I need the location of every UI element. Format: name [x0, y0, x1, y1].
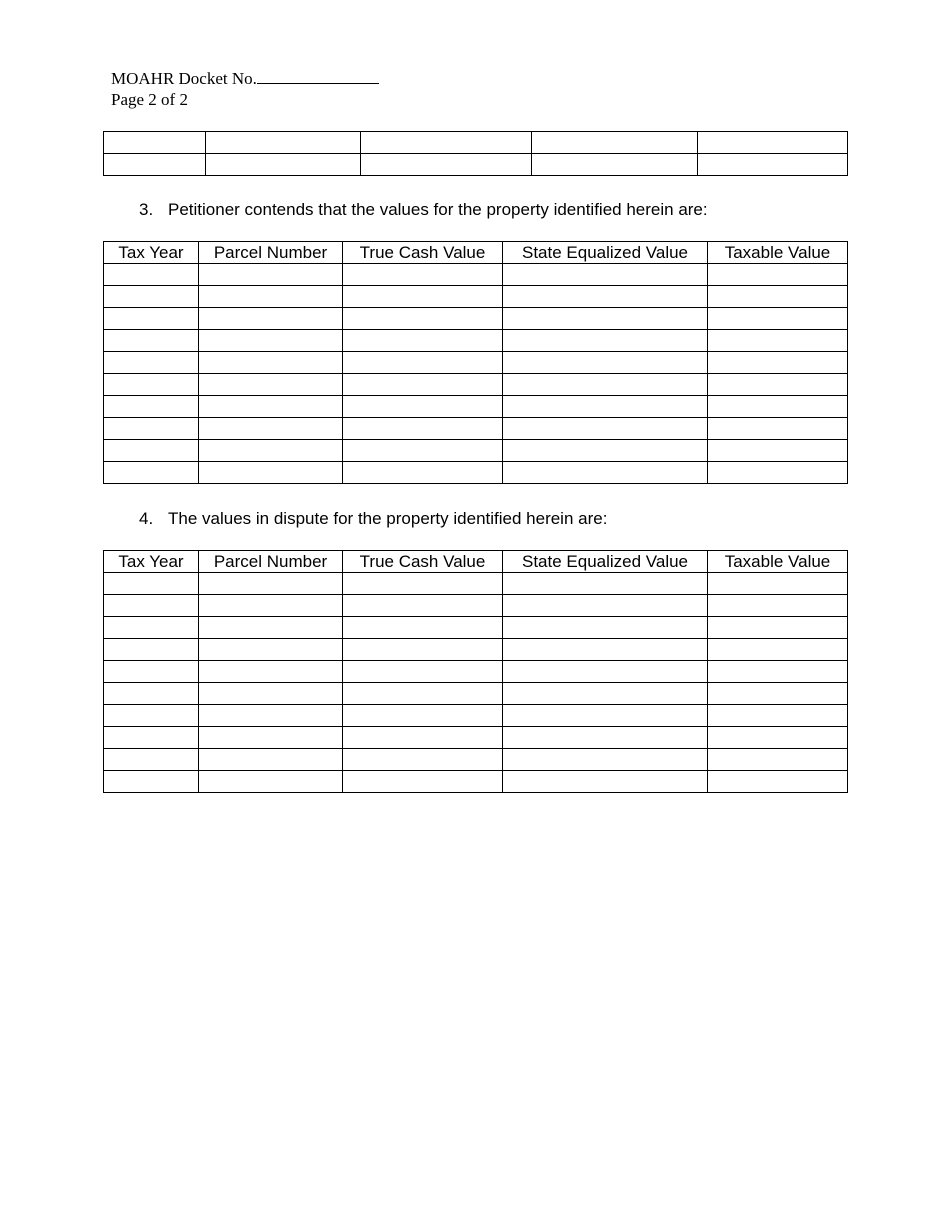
- table-cell-blank[interactable]: [343, 771, 503, 793]
- column-header-state-equalized-value: State Equalized Value: [503, 551, 708, 573]
- table-row: [104, 595, 848, 617]
- table-cell-blank[interactable]: [199, 286, 343, 308]
- docket-number-blank[interactable]: [257, 68, 379, 84]
- table-cell-blank[interactable]: [104, 661, 199, 683]
- column-header-true-cash-value: True Cash Value: [343, 242, 503, 264]
- table-cell-blank[interactable]: [708, 352, 848, 374]
- table-cell-blank[interactable]: [708, 639, 848, 661]
- column-header-parcel-number: Parcel Number: [199, 551, 343, 573]
- table-cell-blank[interactable]: [503, 573, 708, 595]
- column-header-state-equalized-value: State Equalized Value: [503, 242, 708, 264]
- table-cell-blank[interactable]: [708, 595, 848, 617]
- table-cell-blank[interactable]: [708, 396, 848, 418]
- table-row: [104, 573, 848, 595]
- table-cell-blank[interactable]: [708, 374, 848, 396]
- table-row: [104, 132, 848, 154]
- table-cell-blank[interactable]: [199, 661, 343, 683]
- table-cell-blank[interactable]: [343, 705, 503, 727]
- table-cell-blank[interactable]: [503, 727, 708, 749]
- table-cell-blank[interactable]: [708, 661, 848, 683]
- table-cell-blank[interactable]: [503, 418, 708, 440]
- table-cell-blank[interactable]: [708, 771, 848, 793]
- table-cell-blank[interactable]: [104, 352, 199, 374]
- table-cell-blank[interactable]: [104, 374, 199, 396]
- table-row: [104, 352, 848, 374]
- table-cell-blank[interactable]: [343, 374, 503, 396]
- table-cell-blank[interactable]: [503, 352, 708, 374]
- table-row: [104, 418, 848, 440]
- table-cell-blank[interactable]: [104, 154, 206, 176]
- table-cell-blank[interactable]: [503, 286, 708, 308]
- table-cell-blank[interactable]: [503, 308, 708, 330]
- table-cell-blank[interactable]: [361, 154, 532, 176]
- table-cell-blank[interactable]: [343, 418, 503, 440]
- table-cell-blank[interactable]: [104, 418, 199, 440]
- table-cell-blank[interactable]: [343, 396, 503, 418]
- table-row: [104, 705, 848, 727]
- table-cell-blank[interactable]: [343, 264, 503, 286]
- table-cell-blank[interactable]: [104, 462, 199, 484]
- table-cell-blank[interactable]: [104, 286, 199, 308]
- table-row: [104, 661, 848, 683]
- table-row: [104, 462, 848, 484]
- table-cell-blank[interactable]: [708, 573, 848, 595]
- column-header-parcel-number: Parcel Number: [199, 242, 343, 264]
- table-cell-blank[interactable]: [503, 440, 708, 462]
- column-header-tax-year: Tax Year: [104, 551, 199, 573]
- table-cell-blank[interactable]: [104, 639, 199, 661]
- table-cell-blank[interactable]: [104, 749, 199, 771]
- table-cell-blank[interactable]: [708, 418, 848, 440]
- item-3-text: Petitioner contends that the values for the property identified herein are:: [168, 200, 708, 219]
- table-cell-blank[interactable]: [708, 617, 848, 639]
- table-row: [104, 396, 848, 418]
- item-4-text: The values in dispute for the property identified herein are:: [168, 509, 608, 528]
- table-cell-blank[interactable]: [343, 595, 503, 617]
- table-cell-blank[interactable]: [343, 352, 503, 374]
- table-cell-blank[interactable]: [199, 264, 343, 286]
- table-cell-blank[interactable]: [199, 683, 343, 705]
- table-cell-blank[interactable]: [708, 440, 848, 462]
- table-cell-blank[interactable]: [343, 617, 503, 639]
- table-cell-blank[interactable]: [104, 727, 199, 749]
- table-cell-blank[interactable]: [532, 132, 698, 154]
- table-row: [104, 308, 848, 330]
- table-cell-blank[interactable]: [503, 639, 708, 661]
- table-cell-blank[interactable]: [199, 727, 343, 749]
- table-row: [104, 154, 848, 176]
- table-cell-blank[interactable]: [199, 330, 343, 352]
- table-cell-blank[interactable]: [104, 595, 199, 617]
- table-cell-blank[interactable]: [503, 705, 708, 727]
- table-cell-blank[interactable]: [206, 132, 361, 154]
- table-cell-blank[interactable]: [343, 727, 503, 749]
- table-cell-blank[interactable]: [503, 330, 708, 352]
- table-cell-blank[interactable]: [503, 617, 708, 639]
- table-cell-blank[interactable]: [104, 264, 199, 286]
- table-cell-blank[interactable]: [503, 374, 708, 396]
- table-cell-blank[interactable]: [503, 396, 708, 418]
- table-row: [104, 749, 848, 771]
- table-cell-blank[interactable]: [698, 154, 848, 176]
- table-cell-blank[interactable]: [104, 573, 199, 595]
- table-cell-blank[interactable]: [503, 749, 708, 771]
- table-cell-blank[interactable]: [199, 595, 343, 617]
- page-header: [111, 68, 379, 110]
- table-cell-blank[interactable]: [104, 396, 199, 418]
- continued-table: [103, 131, 848, 176]
- table-cell-blank[interactable]: [104, 440, 199, 462]
- table-header-row: [104, 242, 848, 264]
- table-cell-blank[interactable]: [708, 330, 848, 352]
- table-cell-blank[interactable]: [343, 749, 503, 771]
- table-row: [104, 330, 848, 352]
- table-cell-blank[interactable]: [343, 683, 503, 705]
- column-header-taxable-value: Taxable Value: [708, 551, 848, 573]
- table-cell-blank[interactable]: [708, 727, 848, 749]
- table-cell-blank[interactable]: [343, 286, 503, 308]
- disputed-values-table: [103, 550, 848, 793]
- table-cell-blank[interactable]: [104, 683, 199, 705]
- table-cell-blank[interactable]: [708, 264, 848, 286]
- table-cell-blank[interactable]: [199, 308, 343, 330]
- docket-number-line: [111, 68, 379, 89]
- item-4-statement: [139, 509, 607, 529]
- table-cell-blank[interactable]: [343, 639, 503, 661]
- table-cell-blank[interactable]: [104, 771, 199, 793]
- table-cell-blank[interactable]: [206, 154, 361, 176]
- column-header-true-cash-value: True Cash Value: [343, 551, 503, 573]
- table-header-row: [104, 551, 848, 573]
- item-3-statement: [139, 200, 708, 220]
- table-cell-blank[interactable]: [199, 771, 343, 793]
- table-cell-blank[interactable]: [343, 661, 503, 683]
- table-cell-blank[interactable]: [343, 573, 503, 595]
- table-row: [104, 727, 848, 749]
- column-header-taxable-value: Taxable Value: [708, 242, 848, 264]
- table-cell-blank[interactable]: [343, 308, 503, 330]
- table-cell-blank[interactable]: [708, 286, 848, 308]
- table-cell-blank[interactable]: [503, 462, 708, 484]
- table-row: [104, 771, 848, 793]
- table-cell-blank[interactable]: [708, 462, 848, 484]
- table-cell-blank[interactable]: [199, 639, 343, 661]
- table-cell-blank[interactable]: [503, 683, 708, 705]
- column-header-tax-year: Tax Year: [104, 242, 199, 264]
- table-cell-blank[interactable]: [104, 330, 199, 352]
- petitioner-values-table: [103, 241, 848, 484]
- table-cell-blank[interactable]: [503, 661, 708, 683]
- docket-label: MOAHR Docket No.: [111, 69, 257, 88]
- table-cell-blank[interactable]: [104, 617, 199, 639]
- table-cell-blank[interactable]: [199, 352, 343, 374]
- table-cell-blank[interactable]: [199, 705, 343, 727]
- table-cell-blank[interactable]: [104, 132, 206, 154]
- table-cell-blank[interactable]: [708, 705, 848, 727]
- table-cell-blank[interactable]: [503, 771, 708, 793]
- table-cell-blank[interactable]: [708, 749, 848, 771]
- table-row: [104, 286, 848, 308]
- table-cell-blank[interactable]: [343, 462, 503, 484]
- table-cell-blank[interactable]: [503, 264, 708, 286]
- table-row: [104, 683, 848, 705]
- table-cell-blank[interactable]: [199, 418, 343, 440]
- table-cell-blank[interactable]: [361, 132, 532, 154]
- table-cell-blank[interactable]: [343, 440, 503, 462]
- table-cell-blank[interactable]: [532, 154, 698, 176]
- page-number: Page 2 of 2: [111, 90, 188, 109]
- item-4-number: 4.: [139, 509, 154, 528]
- table-cell-blank[interactable]: [199, 374, 343, 396]
- table-cell-blank[interactable]: [199, 617, 343, 639]
- table-cell-blank[interactable]: [343, 330, 503, 352]
- table-cell-blank[interactable]: [199, 396, 343, 418]
- table-cell-blank[interactable]: [104, 705, 199, 727]
- table-row: [104, 374, 848, 396]
- table-cell-blank[interactable]: [104, 308, 199, 330]
- table-cell-blank[interactable]: [199, 749, 343, 771]
- table-cell-blank[interactable]: [199, 573, 343, 595]
- table-cell-blank[interactable]: [199, 462, 343, 484]
- item-3-number: 3.: [139, 200, 154, 219]
- table-cell-blank[interactable]: [708, 683, 848, 705]
- table-row: [104, 639, 848, 661]
- table-cell-blank[interactable]: [698, 132, 848, 154]
- table-row: [104, 617, 848, 639]
- table-cell-blank[interactable]: [503, 595, 708, 617]
- table-row: [104, 264, 848, 286]
- table-row: [104, 440, 848, 462]
- table-cell-blank[interactable]: [199, 440, 343, 462]
- table-cell-blank[interactable]: [708, 308, 848, 330]
